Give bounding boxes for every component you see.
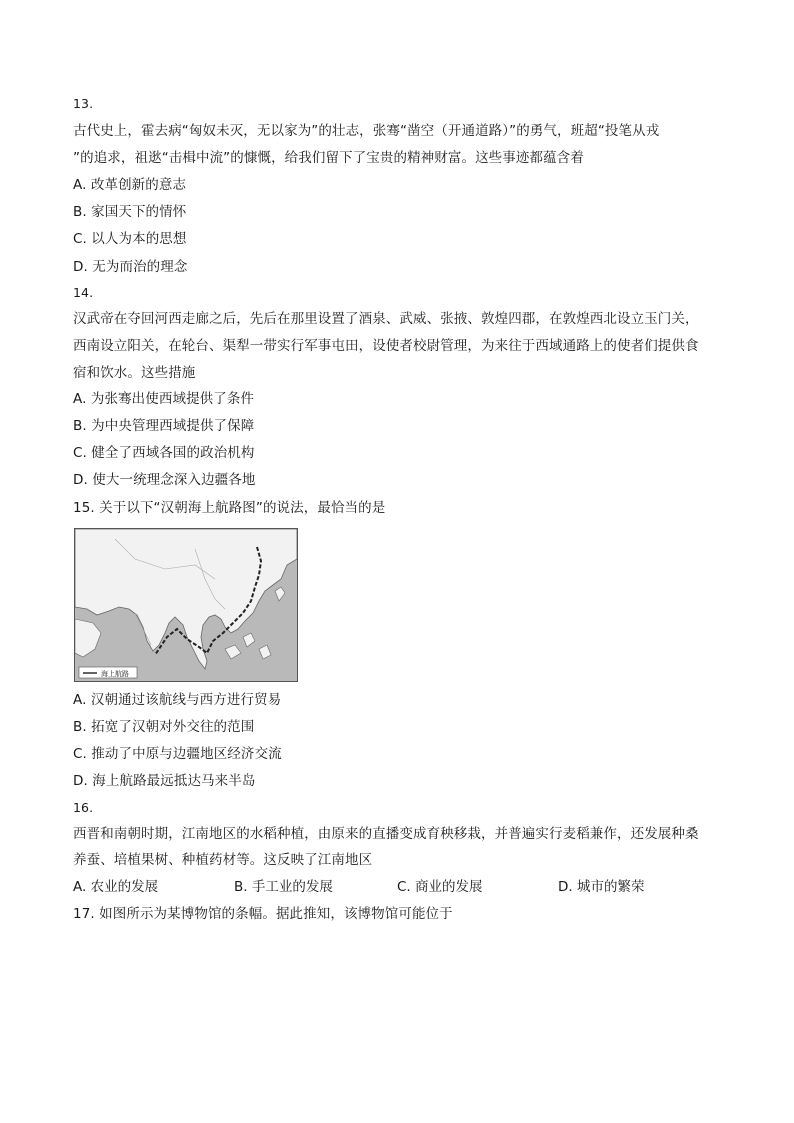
q16-stem-line-1: 西晋和南朝时期，江南地区的水稻种植，由原来的直播变成育秧移栽，并普遍实行麦稻兼作，还发展种桑 [73,826,699,842]
han-sea-route-map [74,528,298,682]
q13-option-a[interactable]: A. 改革创新的意志 [73,177,187,193]
map-legend-label: 海上航路 [101,670,129,678]
q15-stem: 15. 关于以下“汉朝海上航路图”的说法，最恰当的是 [73,500,386,516]
q13-stem-line-1: 古代史上，霍去病“匈奴未灭，无以家为”的壮志，张骞“凿空（开通道路）”的勇气，班超“投笔从戎 [73,123,660,139]
map-graphic [75,529,297,681]
q13-option-d[interactable]: D. 无为而治的理念 [73,259,188,275]
q16-option-b[interactable]: B. 手工业的发展 [234,879,333,895]
q15-option-c[interactable]: C. 推动了中原与边疆地区经济交流 [73,746,282,762]
q15-option-a[interactable]: A. 汉朝通过该航线与西方进行贸易 [73,692,282,708]
q15-option-b[interactable]: B. 拓宽了汉朝对外交往的范围 [73,719,255,735]
q15-option-d[interactable]: D. 海上航路最远抵达马来半岛 [73,773,256,789]
q14-stem-line-1: 汉武帝在夺回河西走廊之后，先后在那里设置了酒泉、武威、张掖、敦煌四郡，在敦煌西北设立玉门关， [73,311,699,327]
q17-stem: 17. 如图所示为某博物馆的条幅。据此推知，该博物馆可能位于 [73,906,453,922]
q16-option-a[interactable]: A. 农业的发展 [73,879,159,895]
q13-stem-line-2: ”的追求，祖逖“击楫中流”的慷慨，给我们留下了宝贵的精神财富。这些事迹都蕴含着 [73,150,584,166]
q14-stem-line-2: 西南设立阳关，在轮台、渠犁一带实行军事屯田，设使者校尉管理，为来往于西域通路上的使者们提供食 [73,338,699,354]
q16-stem-line-2: 养蚕、培植果树、种植药材等。这反映了江南地区 [73,852,373,868]
q14-option-c[interactable]: C. 健全了西域各国的政治机构 [73,445,255,461]
q13-option-b[interactable]: B. 家国天下的情怀 [73,204,187,220]
q16-number: 16. [73,800,94,815]
q14-stem-line-3: 宿和饮水。这些措施 [73,365,196,381]
q13-number: 13. [73,96,94,111]
q16-option-c[interactable]: C. 商业的发展 [397,879,483,895]
q13-option-c[interactable]: C. 以人为本的思想 [73,231,187,247]
q14-number: 14. [73,285,94,300]
q14-option-d[interactable]: D. 使大一统理念深入边疆各地 [73,472,256,488]
q14-option-a[interactable]: A. 为张骞出使西域提供了条件 [73,391,255,407]
q16-option-d[interactable]: D. 城市的繁荣 [558,879,645,895]
q14-option-b[interactable]: B. 为中央管理西域提供了保障 [73,418,255,434]
